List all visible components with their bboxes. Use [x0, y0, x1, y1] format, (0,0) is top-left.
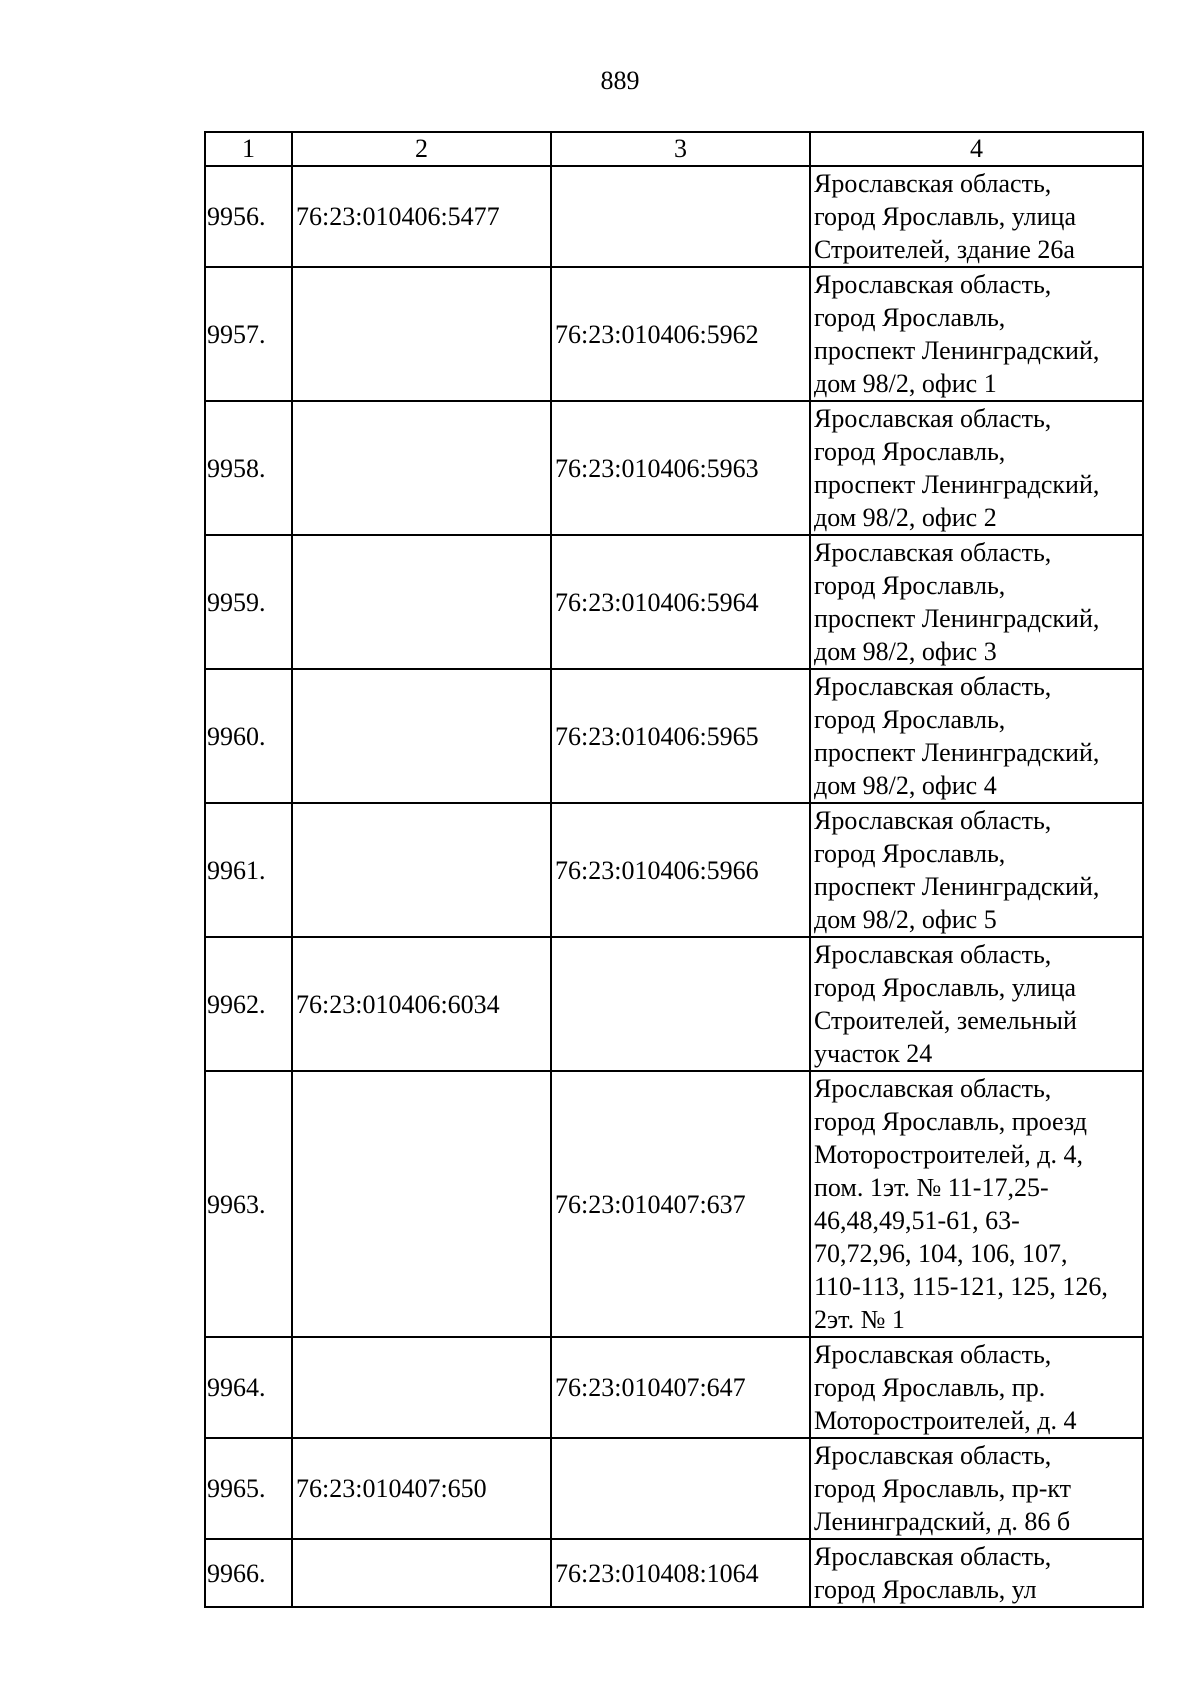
- row-number-cell: 9964.: [205, 1337, 292, 1438]
- header-col-1: 1: [205, 132, 292, 166]
- address-cell: [810, 803, 1143, 937]
- address-line: дом 98/2, офис 3: [814, 637, 997, 666]
- row-number-cell: 9961.: [205, 803, 292, 937]
- address-cell: [810, 669, 1143, 803]
- row-number-cell: 9962.: [205, 937, 292, 1071]
- cadastral-object-cell: 76:23:010407:647: [551, 1337, 810, 1438]
- cadastral-object-cell: 76:23:010407:637: [551, 1071, 810, 1337]
- row-number-cell: 9963.: [205, 1071, 292, 1337]
- address-line: Ярославская область,: [814, 538, 1052, 567]
- address-cell: [810, 937, 1143, 1071]
- address-line: дом 98/2, офис 1: [814, 369, 997, 398]
- address-line: Ленинградский, д. 86 б: [814, 1507, 1071, 1536]
- cadastral-object-cell: 76:23:010406:5963: [551, 401, 810, 535]
- address-line: Моторостроителей, д. 4: [814, 1406, 1077, 1435]
- address-line: дом 98/2, офис 5: [814, 905, 997, 934]
- registry-table: [204, 131, 1144, 1608]
- address-line: город Ярославль, улица: [814, 202, 1077, 231]
- table-row: [205, 803, 1143, 937]
- address-line: проспект Ленинградский,: [814, 604, 1100, 633]
- address-line: Ярославская область,: [814, 169, 1052, 198]
- cadastral-land-cell: [292, 1337, 551, 1438]
- table-row: [205, 1337, 1143, 1438]
- cadastral-land-cell: [292, 401, 551, 535]
- address-cell: [810, 1539, 1143, 1607]
- address-cell: [810, 401, 1143, 535]
- row-number-cell: 9957.: [205, 267, 292, 401]
- address-line: 110-113, 115-121, 125, 126,: [814, 1272, 1108, 1301]
- cadastral-object-cell: 76:23:010406:5965: [551, 669, 810, 803]
- address-line: проспект Ленинградский,: [814, 336, 1100, 365]
- header-row: [205, 132, 1143, 166]
- table-row: [205, 669, 1143, 803]
- address-line: город Ярославль, проезд: [814, 1107, 1087, 1136]
- address-line: пом. 1эт. № 11-17,25-: [814, 1173, 1049, 1202]
- address-line: город Ярославль,: [814, 571, 1006, 600]
- cadastral-object-cell: [551, 166, 810, 267]
- row-number-cell: 9958.: [205, 401, 292, 535]
- address-line: 70,72,96, 104, 106, 107,: [814, 1239, 1068, 1268]
- address-line: город Ярославль,: [814, 839, 1006, 868]
- address-line: Ярославская область,: [814, 404, 1052, 433]
- address-line: город Ярославль, пр-кт: [814, 1474, 1072, 1503]
- address-line: дом 98/2, офис 4: [814, 771, 997, 800]
- address-line: город Ярославль, пр.: [814, 1373, 1046, 1402]
- page-number: 889: [600, 66, 640, 95]
- cadastral-land-cell: 76:23:010406:6034: [292, 937, 551, 1071]
- address-cell: [810, 1071, 1143, 1337]
- address-line: город Ярославль, улица: [814, 973, 1077, 1002]
- address-line: Ярославская область,: [814, 270, 1052, 299]
- address-line: город Ярославль,: [814, 705, 1006, 734]
- address-line: Ярославская область,: [814, 1340, 1052, 1369]
- cadastral-object-cell: 76:23:010406:5966: [551, 803, 810, 937]
- address-line: Строителей, здание 26а: [814, 235, 1075, 264]
- address-cell: [810, 267, 1143, 401]
- row-number-cell: 9959.: [205, 535, 292, 669]
- address-cell: [810, 1438, 1143, 1539]
- address-line: 2эт. № 1: [814, 1305, 905, 1334]
- address-line: Ярославская область,: [814, 1074, 1052, 1103]
- address-line: проспект Ленинградский,: [814, 470, 1100, 499]
- address-cell: [810, 535, 1143, 669]
- address-line: участок 24: [814, 1039, 933, 1068]
- cadastral-land-cell: 76:23:010407:650: [292, 1438, 551, 1539]
- address-line: проспект Ленинградский,: [814, 738, 1100, 767]
- address-line: город Ярославль,: [814, 303, 1006, 332]
- table-row: [205, 401, 1143, 535]
- table-body: [205, 166, 1143, 1607]
- cadastral-land-cell: [292, 267, 551, 401]
- address-cell: [810, 166, 1143, 267]
- address-line: Ярославская область,: [814, 1542, 1052, 1571]
- address-line: проспект Ленинградский,: [814, 872, 1100, 901]
- address-line: Ярославская область,: [814, 806, 1052, 835]
- address-cell: [810, 1337, 1143, 1438]
- header-col-4: 4: [810, 132, 1143, 166]
- row-number-cell: 9960.: [205, 669, 292, 803]
- cadastral-land-cell: [292, 1071, 551, 1337]
- table-row: [205, 1438, 1143, 1539]
- row-number-cell: 9956.: [205, 166, 292, 267]
- row-number-cell: 9965.: [205, 1438, 292, 1539]
- address-line: Ярославская область,: [814, 1441, 1052, 1470]
- cadastral-land-cell: [292, 1539, 551, 1607]
- table-row: [205, 267, 1143, 401]
- row-number-cell: 9966.: [205, 1539, 292, 1607]
- table-row: [205, 1071, 1143, 1337]
- address-line: дом 98/2, офис 2: [814, 503, 997, 532]
- address-line: Строителей, земельный: [814, 1006, 1077, 1035]
- cadastral-object-cell: [551, 937, 810, 1071]
- address-line: Ярославская область,: [814, 672, 1052, 701]
- cadastral-land-cell: [292, 669, 551, 803]
- cadastral-object-cell: 76:23:010406:5964: [551, 535, 810, 669]
- address-line: Моторостроителей, д. 4,: [814, 1140, 1083, 1169]
- cadastral-land-cell: [292, 803, 551, 937]
- header-col-3: 3: [551, 132, 810, 166]
- table-header: [205, 132, 1143, 166]
- table-row: [205, 1539, 1143, 1607]
- cadastral-land-cell: 76:23:010406:5477: [292, 166, 551, 267]
- table-row: [205, 937, 1143, 1071]
- address-line: город Ярославль, ул: [814, 1575, 1037, 1604]
- cadastral-object-cell: 76:23:010406:5962: [551, 267, 810, 401]
- address-line: 46,48,49,51-61, 63-: [814, 1206, 1020, 1235]
- cadastral-land-cell: [292, 535, 551, 669]
- header-col-2: 2: [292, 132, 551, 166]
- cadastral-object-cell: [551, 1438, 810, 1539]
- address-line: Ярославская область,: [814, 940, 1052, 969]
- cadastral-object-cell: 76:23:010408:1064: [551, 1539, 810, 1607]
- table-row: [205, 166, 1143, 267]
- address-line: город Ярославль,: [814, 437, 1006, 466]
- table-row: [205, 535, 1143, 669]
